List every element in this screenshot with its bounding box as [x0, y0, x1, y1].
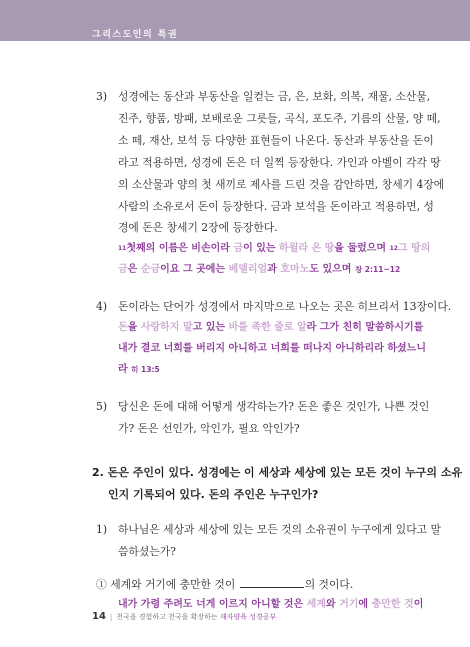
body-line: 당신은 돈에 대해 어떻게 생각하는가? 돈은 좋은 것인가, 나쁜 것인 [118, 400, 430, 413]
footer-book-subtitle: 천국을 경험하고 천국을 확장하는 [116, 613, 218, 621]
item-marker: ① [96, 578, 107, 591]
scripture-quote: 라 히 13:5 [118, 364, 160, 375]
question-number: 4) [96, 300, 108, 313]
fill-in-item: ① 세계와 거기에 충만한 것이 의 것이다. [96, 578, 354, 591]
body-line: 가? 돈은 선인가, 악인가, 필요 악인가? [118, 422, 300, 435]
question-number: 5) [96, 400, 108, 413]
body-line: 성경에는 동산과 부동산을 일컫는 금, 은, 보화, 의복, 재물, 소산물, [118, 90, 431, 103]
body-line: 진주, 향품, 방패, 보배로운 그릇들, 곡식, 포도주, 기름의 산물, 양 떼, [118, 112, 441, 125]
body-line: 씀하셨는가? [118, 545, 176, 558]
body-line: 사람의 소유로서 돈이 등장한다. 금과 보석을 돈이라고 적용하면, 성 [118, 200, 434, 213]
scripture-quote: 금은 순금이요 그 곳에는 베델리엄과 호마노도 있으며 창 2:11~12 [118, 264, 401, 275]
footer-book-title: 재자양육 성경공부 [219, 613, 277, 621]
body-line: 돈이라는 단어가 성경에서 마지막으로 나오는 곳은 히브리서 13장이다. [118, 300, 452, 313]
scripture-quote: 돈을 사랑하지 말고 있는 바를 족한 줄로 알라 그가 친히 말씀하시기를 [118, 322, 424, 333]
body-line: 경에 돈은 창세기 2장에 등장한다. [118, 221, 278, 234]
page-footer: 14 | 천국을 경험하고 천국을 확장하는 재자양육 성경공부 [92, 611, 277, 622]
body-line: 소 떼, 재산, 보석 등 다양한 표현들이 나온다. 동산과 부동산을 돈이 [118, 134, 434, 147]
scripture-quote: 내가 가령 주려도 너게 이르지 아니할 것은 세계와 거기에 충만한 것이 [118, 599, 424, 610]
page-number: 14 [92, 611, 106, 622]
body-line: 하나님은 세상과 세상에 있는 모든 것의 소유권이 누구에게 있다고 말 [118, 523, 441, 536]
question-number: 1) [96, 523, 108, 536]
answer-blank[interactable] [240, 577, 304, 588]
section-heading: 인지 기록되어 있다. 돈의 주인은 누구인가? [108, 488, 319, 501]
page-header-title: 그리스도인의 특권 [92, 30, 179, 40]
header-bar [0, 0, 470, 41]
body-line: 의 소산물과 양의 첫 새끼로 제사를 드린 것을 감안하면, 창세기 4장에 [118, 178, 445, 191]
scripture-quote: 내가 결코 너희를 버리지 아니하고 너희를 떠나지 아니하리라 하셨느니 [118, 343, 426, 354]
body-line: 라고 적용하면, 성경에 돈은 더 일찍 등장한다. 가인과 아벨이 각각 땅 [118, 156, 441, 169]
section-heading: 2. 돈은 주인이 있다. 성경에는 이 세상과 세상에 있는 모든 것이 누구의 소유 [92, 466, 463, 479]
scripture-quote: $^{11}$첫째의 이름은 비손이라 금이 있는 하윌라 온 땅을 둘렀으며 $^{12}$그 땅의 [118, 243, 431, 254]
question-number: 3) [96, 90, 108, 103]
